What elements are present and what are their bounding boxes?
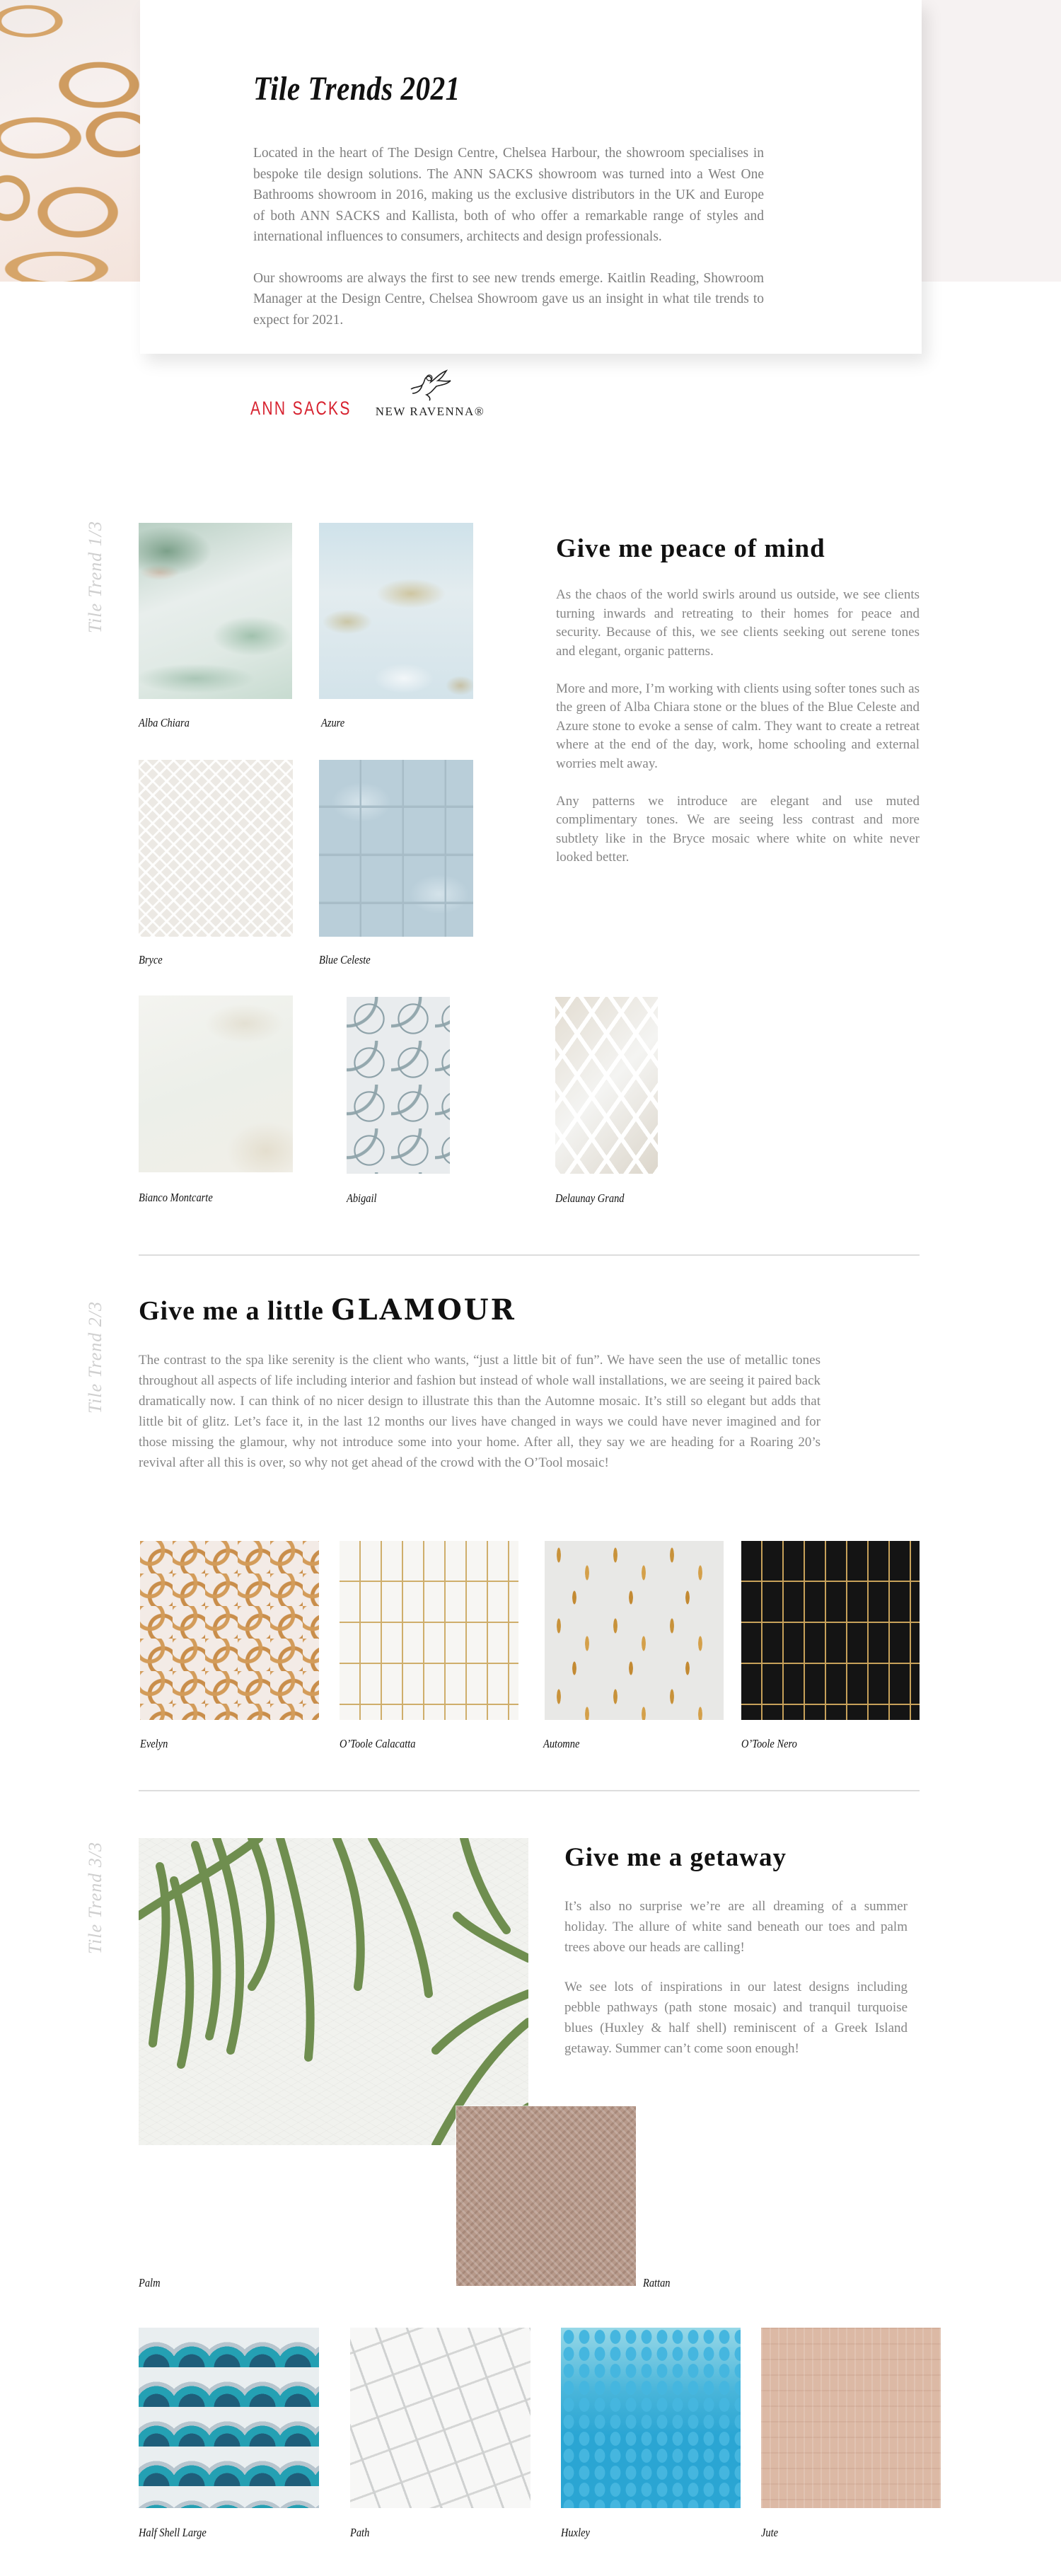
tile-image-abigail-layer [347, 997, 450, 1174]
tile-image-delaunay-grand[interactable] [555, 997, 658, 1174]
trend2-paragraph: The contrast to the spa like serenity is the client who wants, “just a little bit of fun”. We have seen the use of metallic tones throughout all aspects of life including interior and fashion but instead of whole wall installations, we are seeing it paired back dramatically now. I can think of no nicer design to illustrate this than the Automne mosaic. It’s still so elegant but adds that little bit of glitz. Let’s face it, in the last 12 months our lives have changed in ways we could have never imagined and for those missing the glamour, why not introduce some into your home. After all, they say we are heading for a Roaring 20’s revival after all this is over, so why not get ahead of the crowd with the O’Tool mosaic! [139, 1353, 821, 1470]
tile-caption: Delaunay Grand [555, 1191, 625, 1205]
tile-caption: Rattan [643, 2276, 671, 2289]
intro-paragraph: Our showrooms are always the first to see new trends emerge. Kaitlin Reading, Showroom Manager at the Design Centre, Chelsea Showroom gave us an insight in what tile trends to expect for 2021. [253, 270, 764, 328]
tile-caption: Huxley [561, 2526, 590, 2539]
tile-caption: Evelyn [140, 1737, 168, 1750]
tile-caption: O’Toole Nero [741, 1737, 797, 1750]
intro-paragraph: Located in the heart of The Design Centre, Chelsea Harbour, the showroom specialises in bespoke tile design solutions. The ANN SACKS showroom was turned into a West One Bathrooms showroom in 2016, making us the exclusive distributors in the UK and Europe of both ANN SACKS and Kallista, both of who offer a remarkable range of styles and international influences to consumers, architects and design professionals. [253, 146, 764, 244]
tile-image-evelyn[interactable] [140, 1541, 319, 1720]
section-divider [139, 1254, 920, 1256]
trend3-paragraph: We see lots of inspirations in our latest designs including pebble pathways (path stone mosaic) and tranquil turquoise blues (Huxley & half shell) reminiscent of a Greek Island getaway. Summer can’t come soon enough! [564, 1979, 908, 2056]
tile-image-half-shell-large[interactable] [139, 2328, 319, 2508]
tile-image-alba-chiara[interactable] [139, 523, 292, 699]
tile-caption: Alba Chiara [139, 716, 190, 729]
tile-image-otoole-nero[interactable] [741, 1541, 920, 1720]
tile-caption: Jute [761, 2526, 779, 2539]
trend2-text [139, 1350, 821, 1473]
page-title: Tile Trends 2021 [253, 70, 460, 108]
trend1-heading: Give me peace of mind [556, 534, 825, 563]
trend3-text [564, 1896, 908, 2059]
tile-caption: Blue Celeste [319, 953, 371, 966]
trend2-heading-emphasis: GLAMOUR [331, 1293, 516, 1327]
trend-label-1: Tile Trend 1/3 [85, 521, 105, 633]
tile-image-blue-celeste[interactable] [319, 760, 473, 937]
tile-image-bryce[interactable] [139, 760, 293, 937]
tile-caption: O’Toole Calacatta [340, 1737, 416, 1750]
palm-leaves-graphic [139, 1838, 528, 2145]
trend1-text [556, 586, 920, 867]
tile-caption: Path [350, 2526, 370, 2539]
intro-card [140, 0, 922, 419]
tile-caption: Palm [139, 2276, 161, 2289]
trend3-heading: Give me a getaway [564, 1843, 787, 1872]
tile-image-bianco-montcarte[interactable] [139, 995, 293, 1172]
hero-side-panel [922, 0, 1061, 282]
tile-image-otoole-calacatta[interactable] [340, 1541, 518, 1720]
tile-image-path[interactable] [350, 2328, 530, 2508]
tile-image-huxley[interactable] [561, 2328, 741, 2508]
trend1-paragraph: More and more, I’m working with clients using softer tones such as the green of Alba Chiara stone or the blues of the Blue Celeste and Azure stone to evoke a sense of calm. They want to create a retreat where at the end of the day, work, home schooling and external worries melt away. [556, 681, 920, 771]
section-divider [139, 1790, 920, 1791]
tile-image-azure[interactable] [319, 523, 473, 699]
trend-label-2: Tile Trend 2/3 [85, 1301, 105, 1414]
new-ravenna-logo[interactable]: NEW RAVENNA® [373, 368, 487, 419]
tile-caption: Abigail [347, 1191, 377, 1205]
tile-caption: Bianco Montcarte [139, 1191, 213, 1204]
pegasus-icon [405, 368, 455, 402]
trend2-heading-prefix: Give me a little [139, 1296, 324, 1326]
tile-image-jute[interactable] [761, 2328, 941, 2508]
trend2-heading [139, 1293, 516, 1327]
hero-evelyn-tile-image [0, 0, 140, 282]
trend-label-3: Tile Trend 3/3 [85, 1842, 105, 1954]
trend3-paragraph: It’s also no surprise we’re are all dreaming of a summer holiday. The allure of white sand beneath our toes and palm trees above our heads are calling! [564, 1899, 908, 1955]
tile-caption: Automne [543, 1737, 580, 1750]
tile-image-rattan[interactable] [456, 2106, 636, 2286]
tile-caption: Half Shell Large [139, 2526, 207, 2539]
intro-text [253, 143, 764, 330]
tile-image-automne[interactable] [545, 1541, 724, 1720]
trend1-paragraph: Any patterns we introduce are elegant and use muted complimentary tones. We are seeing less contrast and more subtlety like in the Bryce mosaic where white on white never looked better. [556, 793, 920, 865]
ann-sacks-logo[interactable]: ANN SACKS [250, 398, 352, 419]
tile-caption: Azure [321, 716, 345, 729]
tile-caption: Bryce [139, 953, 163, 966]
tile-image-palm[interactable] [139, 1838, 528, 2145]
trend1-paragraph: As the chaos of the world swirls around us outside, we see clients turning inwards and retreating to their homes for peace and security. Because of this, we see clients seeking out serene tones and elegant, organic patterns. [556, 587, 920, 659]
